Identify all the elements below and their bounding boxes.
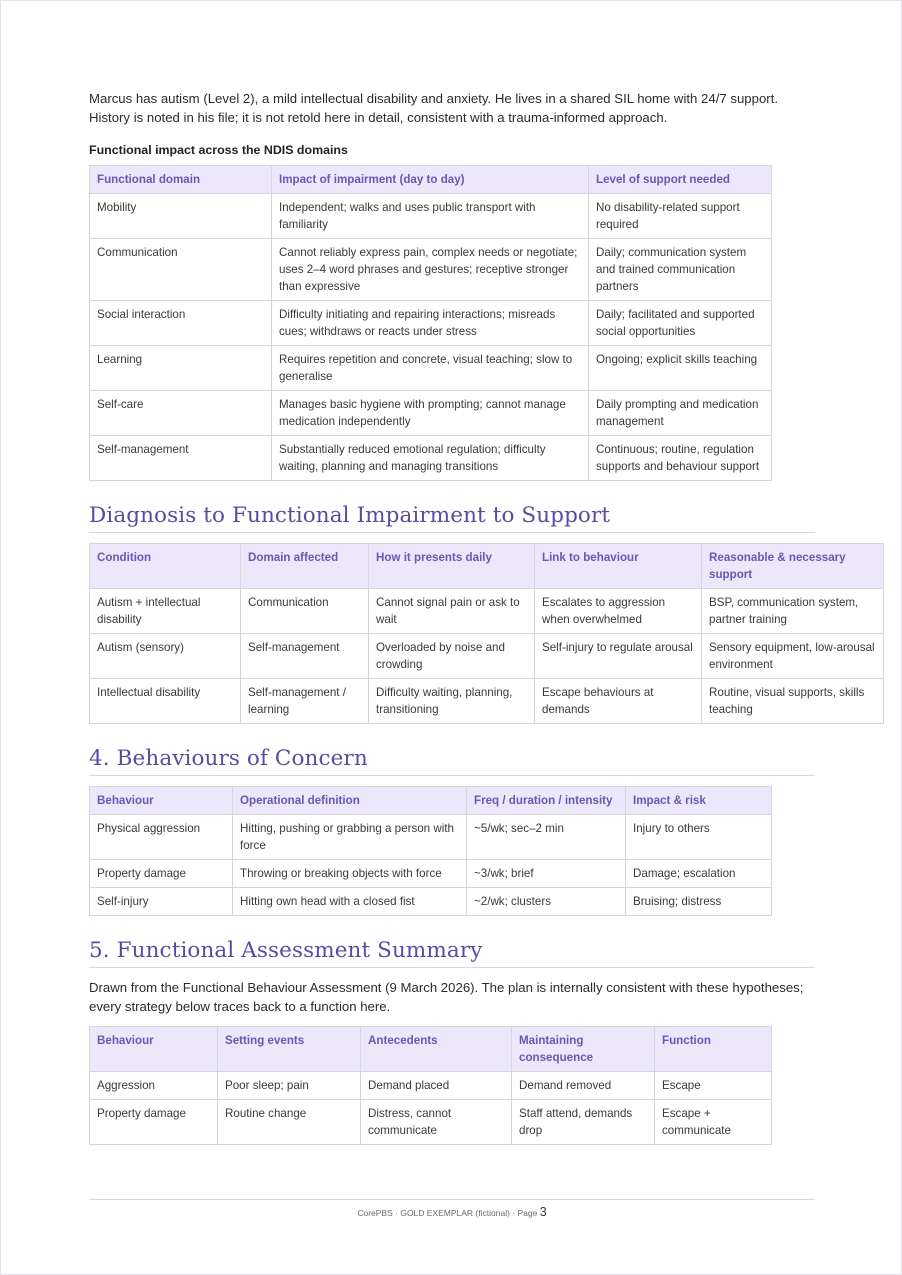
column-header: Link to behaviour: [535, 544, 702, 589]
table-cell: Difficulty waiting, planning, transitioning: [369, 679, 535, 724]
table-cell: Mobility: [90, 194, 272, 239]
table-cell: Self-injury to regulate arousal: [535, 634, 702, 679]
table-row: [90, 301, 772, 346]
table-row: [90, 239, 772, 301]
table-row: [90, 815, 772, 860]
table-row: [90, 634, 884, 679]
table-cell: Escape + communicate: [655, 1100, 772, 1145]
table-cell: Property damage: [90, 860, 233, 888]
table-cell: Poor sleep; pain: [218, 1072, 361, 1100]
table-header-row: [90, 1027, 772, 1072]
table-cell: Self-management: [90, 436, 272, 481]
table-cell: Self-management: [241, 634, 369, 679]
column-header: Operational definition: [233, 787, 467, 815]
diagnosis-table: [89, 543, 884, 724]
table-cell: Aggression: [90, 1072, 218, 1100]
section-title-assessment: 5. Functional Assessment Summary: [89, 938, 815, 968]
column-header: Impact & risk: [626, 787, 772, 815]
column-header: Level of support needed: [589, 166, 772, 194]
table-cell: Bruising; distress: [626, 888, 772, 916]
table-cell: Property damage: [90, 1100, 218, 1145]
column-header: Maintaining consequence: [512, 1027, 655, 1072]
column-header: Behaviour: [90, 787, 233, 815]
column-header: Behaviour: [90, 1027, 218, 1072]
column-header: How it presents daily: [369, 544, 535, 589]
column-header: Condition: [90, 544, 241, 589]
table-cell: Distress, cannot communicate: [361, 1100, 512, 1145]
table-cell: Independent; walks and uses public transport with familiarity: [272, 194, 589, 239]
table-header-row: [90, 787, 772, 815]
table-cell: Self-care: [90, 391, 272, 436]
table-cell: ~3/wk; brief: [467, 860, 626, 888]
table-cell: Routine, visual supports, skills teaching: [702, 679, 884, 724]
table-cell: Cannot reliably express pain, complex needs or negotiate; uses 2–4 word phrases and gestures; receptive stronger than expressive: [272, 239, 589, 301]
table-cell: Escalates to aggression when overwhelmed: [535, 589, 702, 634]
section-title-behaviours: 4. Behaviours of Concern: [89, 746, 815, 776]
table-cell: Hitting own head with a closed fist: [233, 888, 467, 916]
table-cell: Routine change: [218, 1100, 361, 1145]
table-cell: Substantially reduced emotional regulation; difficulty waiting, planning and managing transitions: [272, 436, 589, 481]
table-cell: ~2/wk; clusters: [467, 888, 626, 916]
table-row: [90, 1100, 772, 1145]
table-cell: Communication: [90, 239, 272, 301]
table-cell: Injury to others: [626, 815, 772, 860]
table-cell: Learning: [90, 346, 272, 391]
table-cell: Cannot signal pain or ask to wait: [369, 589, 535, 634]
table-row: [90, 346, 772, 391]
table-cell: Overloaded by noise and crowding: [369, 634, 535, 679]
table-cell: Autism + intellectual disability: [90, 589, 241, 634]
table-cell: Throwing or breaking objects with force: [233, 860, 467, 888]
intro-paragraph: Marcus has autism (Level 2), a mild intellectual disability and anxiety. He lives in a shared SIL home with 24/7 support. History is noted in his file; it is not retold here in detail, consistent with a trauma-informed approach.: [89, 91, 779, 125]
table-cell: Demand placed: [361, 1072, 512, 1100]
table-row: [90, 194, 772, 239]
section-title-diagnosis: Diagnosis to Functional Impairment to Support: [89, 503, 815, 533]
table-cell: Hitting, pushing or grabbing a person with force: [233, 815, 467, 860]
table-cell: No disability-related support required: [589, 194, 772, 239]
table-cell: Sensory equipment, low-arousal environment: [702, 634, 884, 679]
footer-text: CorePBS · GOLD EXEMPLAR (fictional) · Page: [357, 1208, 538, 1218]
table-cell: Self-injury: [90, 888, 233, 916]
table-cell: Communication: [241, 589, 369, 634]
column-header: Setting events: [218, 1027, 361, 1072]
assessment-table: [89, 1026, 772, 1145]
table-cell: Self-management / learning: [241, 679, 369, 724]
table-cell: Requires repetition and concrete, visual teaching; slow to generalise: [272, 346, 589, 391]
table-cell: Manages basic hygiene with prompting; cannot manage medication independently: [272, 391, 589, 436]
table-cell: Intellectual disability: [90, 679, 241, 724]
table-cell: Damage; escalation: [626, 860, 772, 888]
column-header: Reasonable & necessary support: [702, 544, 884, 589]
table-cell: Continuous; routine, regulation supports and behaviour support: [589, 436, 772, 481]
table-cell: Ongoing; explicit skills teaching: [589, 346, 772, 391]
table-header-row: [90, 544, 884, 589]
table-row: [90, 888, 772, 916]
table-row: [90, 860, 772, 888]
table-cell: Daily prompting and medication management: [589, 391, 772, 436]
table-cell: BSP, communication system, partner training: [702, 589, 884, 634]
table-row: [90, 679, 884, 724]
assessment-intro: Drawn from the Functional Behaviour Assessment (9 March 2026). The plan is internally consistent with these hypotheses; every strategy below traces back to a function here.: [89, 980, 804, 1014]
table-cell: Escape: [655, 1072, 772, 1100]
functional-impact-table: [89, 165, 772, 481]
page-number: 3: [539, 1205, 547, 1219]
column-header: Functional domain: [90, 166, 272, 194]
table-cell: Daily; communication system and trained communication partners: [589, 239, 772, 301]
table-cell: Staff attend, demands drop: [512, 1100, 655, 1145]
column-header: Domain affected: [241, 544, 369, 589]
table-cell: Demand removed: [512, 1072, 655, 1100]
column-header: Impact of impairment (day to day): [272, 166, 589, 194]
footer-divider: [89, 1199, 815, 1200]
table-cell: Daily; facilitated and supported social opportunities: [589, 301, 772, 346]
table-row: [90, 391, 772, 436]
column-header: Function: [655, 1027, 772, 1072]
column-header: Antecedents: [361, 1027, 512, 1072]
table-row: [90, 1072, 772, 1100]
table-cell: ~5/wk; sec–2 min: [467, 815, 626, 860]
table-row: [90, 436, 772, 481]
table-header-row: [90, 166, 772, 194]
table-cell: Escape behaviours at demands: [535, 679, 702, 724]
table-cell: Social interaction: [90, 301, 272, 346]
column-header: Freq / duration / intensity: [467, 787, 626, 815]
table-row: [90, 589, 884, 634]
behaviours-table: [89, 786, 772, 916]
table-cell: Difficulty initiating and repairing interactions; misreads cues; withdraws or reacts under stress: [272, 301, 589, 346]
table-cell: Autism (sensory): [90, 634, 241, 679]
page-footer: [1, 1205, 902, 1219]
page-content: [89, 89, 875, 1145]
table-cell: Physical aggression: [90, 815, 233, 860]
functional-impact-title: Functional impact across the NDIS domains: [89, 143, 348, 157]
